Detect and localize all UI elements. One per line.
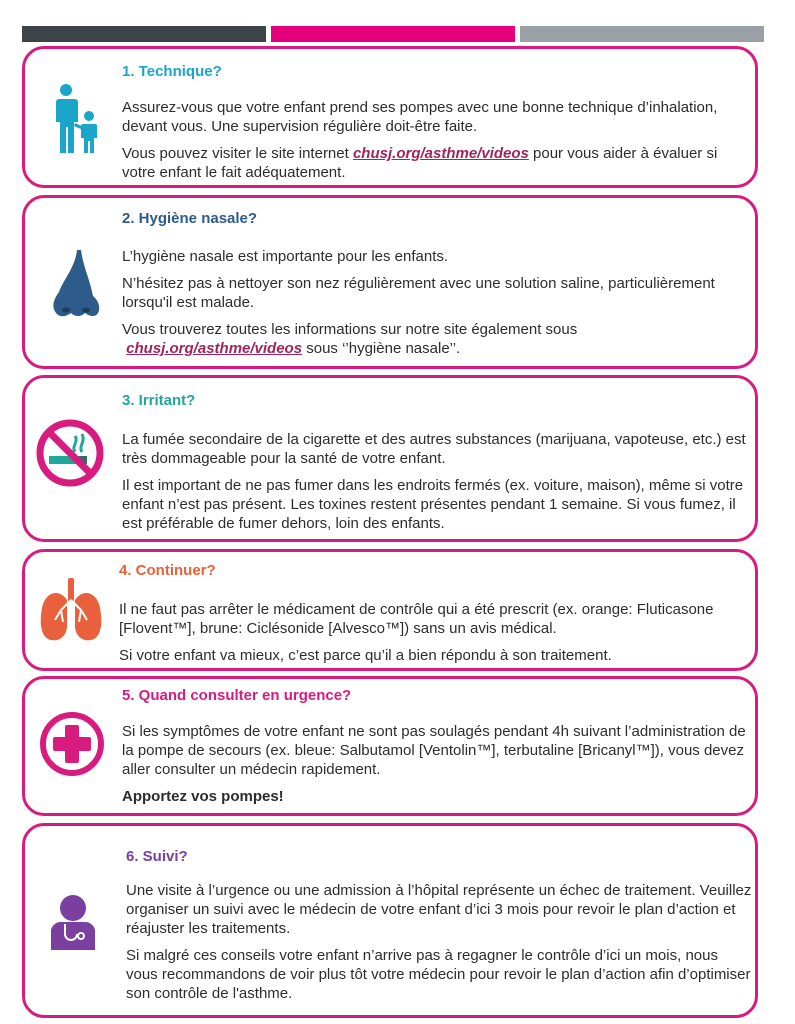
- paragraph: Il est important de ne pas fumer dans les endroits fermés (ex. voiture, maison), même si votre enfant n’est pas présent. Les toxines restent présentes pendant 1 semaine. Si vous fumez, il est préférable de fumer dehors, loin des enfants.: [122, 477, 744, 532]
- section-title: 4. Continuer?: [119, 562, 216, 579]
- paragraph: Si malgré ces conseils votre enfant n’arrive pas à regagner le contrôle d’ici un mois, nous vous recommandons de voir plus tôt votre médecin pour revoir le plan d’action afin d’optimiser son contrôle de l'asthme.: [126, 947, 751, 1002]
- section-title: 3. Irritant?: [122, 392, 196, 409]
- top-bar-pink: [271, 26, 515, 42]
- doctor-icon: [45, 894, 101, 963]
- paragraph: Une visite à l’urgence ou une admission à l’hôpital représente un échec de traitement. Veuillez organiser un suivi avec le médecin de votre enfant d’ici 3 mois pour revoir le plan d’action et réajuster les traitements.: [126, 882, 752, 937]
- section-body: [122, 430, 750, 541]
- section-technique: [22, 46, 758, 188]
- section-irritant: [22, 375, 758, 542]
- paragraph: Si votre enfant va mieux, c’est parce qu’il a bien répondu à son traitement.: [119, 647, 612, 664]
- paragraph: N’hésitez pas à nettoyer son nez régulièrement avec une solution saline, particulièrement lorsqu'il est malade.: [122, 275, 715, 311]
- paragraph: Il ne faut pas arrêter le médicament de contrôle qui a été prescrit (ex. orange: Fluticasone [Flovent™], brune: Ciclésonide [Alvesco™]) sans un avis médical.: [119, 601, 714, 637]
- nose-icon: [49, 250, 101, 325]
- paragraph: Si les symptômes de votre enfant ne sont pas soulagés pendant 4h suivant l’administration de la pompe de secours (ex. bleue: Salbutamol [Ventolin™], terbutaline [Bricanyl™]), vous devez aller consulter un médecin rapidement.: [122, 723, 746, 778]
- paragraph: La fumée secondaire de la cigarette et des autres substances (marijuana, vapoteuse, etc.) est très dommageable pour la santé de votre enfant.: [122, 431, 746, 467]
- emphasis-text: Apportez vos pompes!: [122, 788, 284, 805]
- medical-cross-icon: [39, 711, 105, 782]
- section-suivi: [22, 823, 758, 1018]
- parent-child-icon: [51, 83, 103, 162]
- top-bar-dark: [22, 26, 266, 42]
- section-body: [122, 98, 742, 190]
- paragraph: Vous pouvez visiter le site internet chusj.org/asthme/videos pour vous aider à évaluer si votre enfant le fait adéquatement.: [122, 145, 718, 181]
- paragraph: Vous trouverez toutes les informations sur notre site également sous chusj.org/asthme/videos sous ‘’hygiène nasale’’.: [122, 321, 578, 357]
- section-body: [122, 247, 742, 366]
- website-link[interactable]: chusj.org/asthme/videos: [352, 145, 529, 162]
- section-title: 6. Suivi?: [126, 848, 188, 865]
- section-body: [126, 881, 752, 1011]
- section-continuer: [22, 549, 758, 671]
- website-link[interactable]: chusj.org/asthme/videos: [126, 340, 303, 357]
- no-smoking-icon: [35, 418, 105, 493]
- section-title: 2. Hygiène nasale?: [122, 210, 258, 227]
- lungs-icon: [39, 578, 103, 649]
- paragraph: Assurez-vous que votre enfant prend ses pompes avec une bonne technique d’inhalation, devant vous. Une supervision régulière doit-être faite.: [122, 99, 718, 135]
- section-title: 5. Quand consulter en urgence?: [122, 687, 352, 704]
- section-body: [122, 722, 750, 814]
- section-title: 1. Technique?: [122, 63, 222, 80]
- section-urgence: [22, 676, 758, 816]
- top-bar-grey: [520, 26, 764, 42]
- section-body: [119, 600, 759, 673]
- section-hygiene-nasale: [22, 195, 758, 369]
- paragraph: L’hygiène nasale est importante pour les enfants.: [122, 248, 449, 265]
